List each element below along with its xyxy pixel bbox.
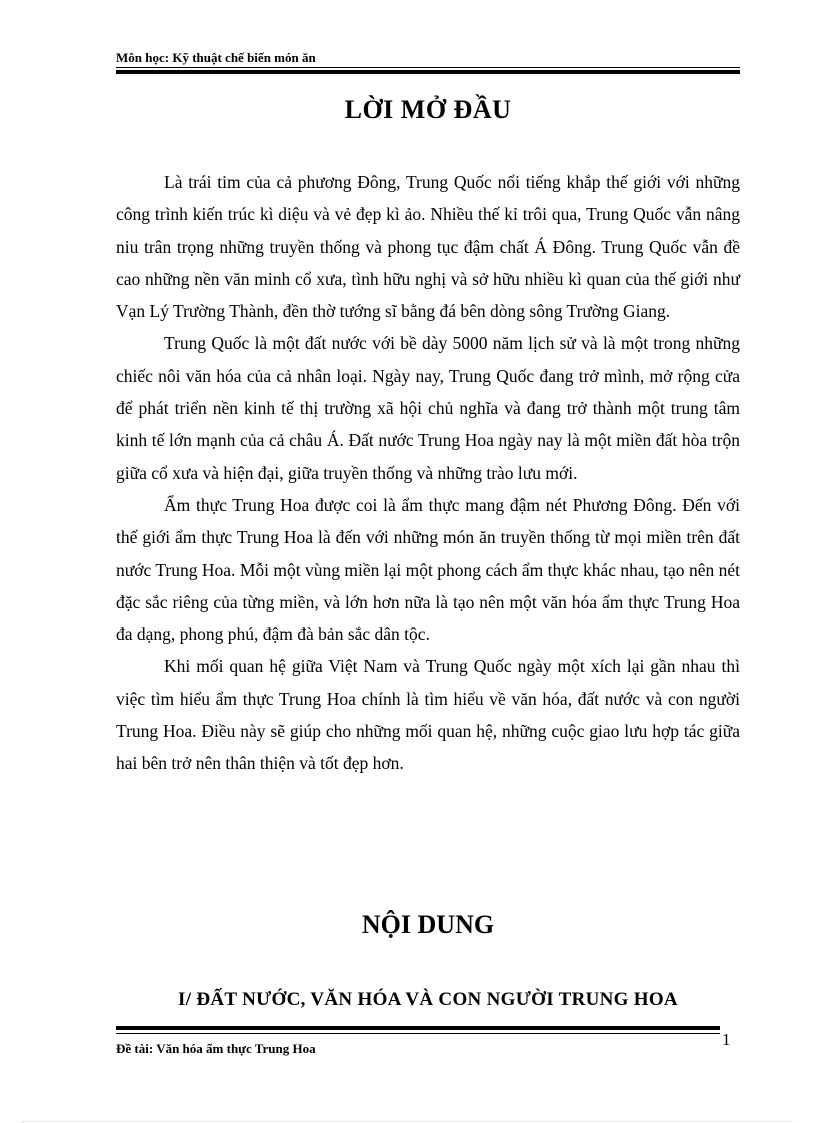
paragraph-1: Là trái tim của cả phương Đông, Trung Quốc nổi tiếng khắp thế giới với những công trình kiến trúc kì diệu và vẻ đẹp kì ảo. Nhiều thế kỉ trôi qua, Trung Quốc vẫn nâng niu trân trọng những truyền thống và phong tục đậm chất Á Đông. Trung Quốc vẫn đề cao những nền văn minh cổ xưa, tình hữu nghị và sở hữu nhiều kì quan của thế giới như Vạn Lý Trường Thành, đền thờ tướng sĩ bằng đá bên dòng sông Trường Giang. xyxy=(116,172,740,322)
header-rule-thick xyxy=(116,70,740,74)
page-number: 1 xyxy=(722,1030,731,1049)
header-subject: Môn học: Kỹ thuật chế biến món ăn xyxy=(116,50,316,65)
header-rule-thin xyxy=(116,67,740,68)
footer-rule-thick xyxy=(116,1026,720,1030)
footer-rule-thin xyxy=(116,1033,720,1034)
page-title: LỜI MỞ ĐẦU xyxy=(344,95,512,124)
paragraph-4: Khi mối quan hệ giữa Việt Nam và Trung Quốc ngày một xích lại gần nhau thì việc tìm hiểu ẩm thực Trung Hoa chính là tìm hiểu về văn hóa, đất nước và con người Trung Hoa. Điều này sẽ giúp cho những mối quan hệ, những cuộc giao lưu hợp tác giữa hai bên trở nên thân thiện và tốt đẹp hơn. xyxy=(116,656,740,774)
paragraph-2: Trung Quốc là một đất nước với bề dày 5000 năm lịch sử và là một trong những chiếc nôi văn hóa của cả nhân loại. Ngày nay, Trung Quốc đang trở mình, mở rộng cửa để phát triển nền kinh tế thị trường xã hội chủ nghĩa và đang trở thành một trung tâm kinh tế lớn mạnh của cả châu Á. Đất nước Trung Hoa ngày nay là một miền đất hòa trộn giữa cổ xưa và hiện đại, giữa truyền thống và những trào lưu mới. xyxy=(116,333,740,483)
page-edge-divider xyxy=(22,1121,794,1122)
intro-body xyxy=(116,166,740,780)
paragraph-3: Ẩm thực Trung Hoa được coi là ẩm thực mang đậm nét Phương Đông. Đến với thế giới ẩm thực Trung Hoa là đến với những món ăn truyền thống từ mọi miền trên đất nước Trung Hoa. Mỗi một vùng miền lại một phong cách ẩm thực khác nhau, tạo nên nét đặc sắc riêng của từng miền, và lớn hơn nữa là tạo nên một văn hóa ẩm thực Trung Hoa đa dạng, phong phú, đậm đà bản sắc dân tộc. xyxy=(116,494,740,645)
footer-topic: Đề tài: Văn hóa ẩm thực Trung Hoa xyxy=(116,1041,316,1056)
section-title: NỘI DUNG xyxy=(361,910,495,939)
subsection-title: I/ ĐẤT NƯỚC, VĂN HÓA VÀ CON NGƯỜI TRUNG HOA xyxy=(178,989,678,1010)
